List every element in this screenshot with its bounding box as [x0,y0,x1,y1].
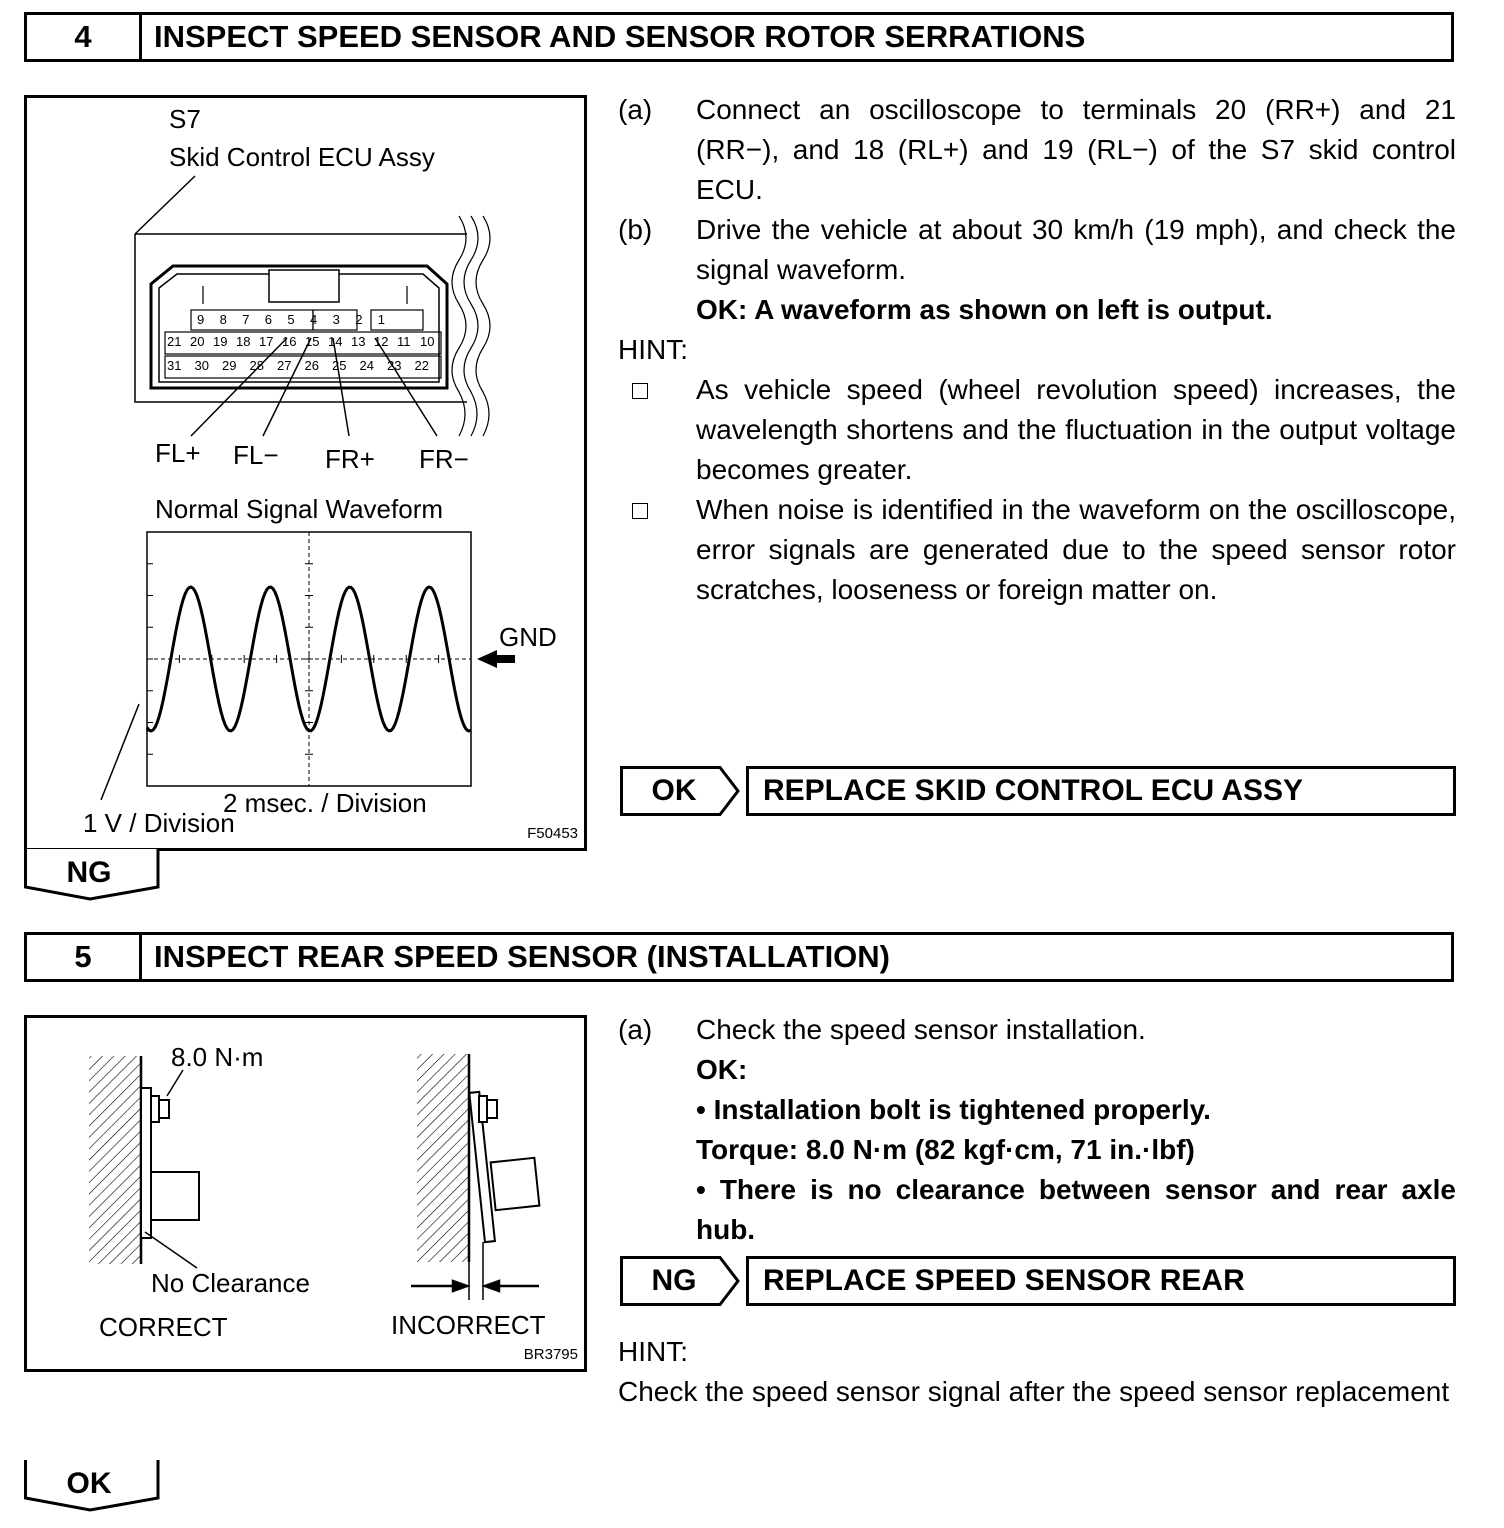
ok-label: OK: [696,1054,748,1085]
pin-number: 12 [374,334,389,349]
time-division-label: 2 msec. / Division [223,788,427,818]
result-tag-label: OK [651,774,697,807]
pin-number: 20 [190,334,205,349]
result-action: REPLACE SKID CONTROL ECU ASSY [746,766,1456,816]
criteria-bullet-2: • There is no clearance between sensor and rear axle hub. [696,1174,1456,1245]
fl-minus-label: FL− [233,440,279,470]
item-b-text: Drive the vehicle at about 30 km/h (19 mph), and check the signal waveform. [696,214,1456,285]
pin-number: 30 [194,358,209,373]
ng-arrow-tag [620,1256,740,1306]
figure-code: BR3795 [523,1346,578,1363]
ok-flow-tab [24,1460,160,1510]
pin-number: 27 [277,358,292,373]
hint-label: HINT: [618,334,688,365]
pin-number: 18 [236,334,251,349]
correct-label: CORRECT [99,1312,228,1342]
sensor-installation-figure [24,1015,587,1372]
pin-number: 13 [351,334,366,349]
pin-number: 26 [304,358,319,373]
pin-number: 24 [359,358,374,373]
item-a-label: (a) [618,1014,653,1045]
item-b-label: (b) [618,214,653,245]
pin-number: 25 [332,358,347,373]
pin-number: 10 [420,334,435,349]
item-a-text: Connect an oscilloscope to terminals 20 (RR+) and 21 (RR−), and 18 (RL+) and 19 (RL−) of the S7 skid control ECU. [696,94,1456,205]
fr-plus-label: FR+ [325,444,375,474]
checkbox-icon [632,503,648,519]
step-title: INSPECT SPEED SENSOR AND SENSOR ROTOR SERRATIONS [154,19,1086,54]
torque-spec: Torque: 8.0 N·m (82 kgf·cm, 71 in.·lbf) [696,1134,1195,1165]
fl-plus-label: FL+ [155,438,201,468]
incorrect-label: INCORRECT [391,1310,546,1340]
pin-number: 17 [259,334,274,349]
step-number: 5 [27,935,142,979]
pin-number: 21 [167,334,182,349]
flow-tag-label: OK [66,1467,112,1500]
step-4-header [24,12,1454,62]
ecu-connector-waveform-figure [24,95,587,851]
step-5-ng-result [620,1256,1245,1306]
pin-number: 5 [287,312,295,327]
flow-tag-label: NG [66,856,112,889]
hint-item-1: As vehicle speed (wheel revolution speed) increases, the wavelength shortens and the fluctuation in the output voltage becomes greater. [696,374,1456,485]
pin-number: 29 [222,358,237,373]
hint-label: HINT: [618,1336,688,1367]
pin-number: 16 [282,334,297,349]
torque-label: 8.0 N·m [171,1042,264,1072]
connector-id: S7 [169,104,201,134]
pin-number: 22 [414,358,429,373]
checkbox-icon [632,383,648,399]
step-5-header [24,932,1454,982]
gnd-label: GND [499,622,557,652]
item-a-text: Check the speed sensor installation. [696,1014,1146,1045]
pin-number: 2 [355,312,363,327]
pin-number: 8 [219,312,227,327]
connector-name: Skid Control ECU Assy [169,142,435,172]
pin-number: 15 [305,334,320,349]
result-tag-label: NG [651,1264,697,1297]
ng-flow-tab [24,849,160,899]
result-action: REPLACE SPEED SENSOR REAR [746,1256,1456,1306]
pin-number: 19 [213,334,228,349]
pin-number: 9 [197,312,205,327]
step-4-ok-result [620,766,1304,816]
ok-criteria: OK: A waveform as shown on left is output. [696,294,1273,325]
pin-number: 6 [264,312,273,327]
pin-number: 31 [167,358,182,373]
volt-division-label: 1 V / Division [83,808,235,838]
connector-diagram [27,98,590,854]
item-a-label: (a) [618,94,653,125]
step-title: INSPECT REAR SPEED SENSOR (INSTALLATION) [154,939,891,974]
pin-number: 7 [242,312,250,327]
pin-number: 23 [387,358,402,373]
figure-code: F50453 [527,825,578,842]
pin-number: 3 [332,312,340,327]
criteria-bullet-1: • Installation bolt is tightened properly. [696,1094,1211,1125]
step-number: 4 [27,15,142,59]
fr-minus-label: FR− [419,444,469,474]
waveform-title: Normal Signal Waveform [155,494,444,524]
pin-number: 4 [310,312,318,327]
ok-arrow-tag [620,766,740,816]
pin-number: 11 [397,334,411,349]
pin-number: 1 [377,312,386,327]
pin-number: 14 [328,334,343,349]
pin-number: 28 [249,358,264,373]
no-clearance-label: No Clearance [151,1268,310,1298]
hint-item-2: When noise is identified in the waveform on the oscilloscope, error signals are generated due to the speed sensor rotor scratches, looseness or foreign matter on. [696,494,1456,605]
hint-text: Check the speed sensor signal after the speed sensor replacement [618,1376,1450,1407]
